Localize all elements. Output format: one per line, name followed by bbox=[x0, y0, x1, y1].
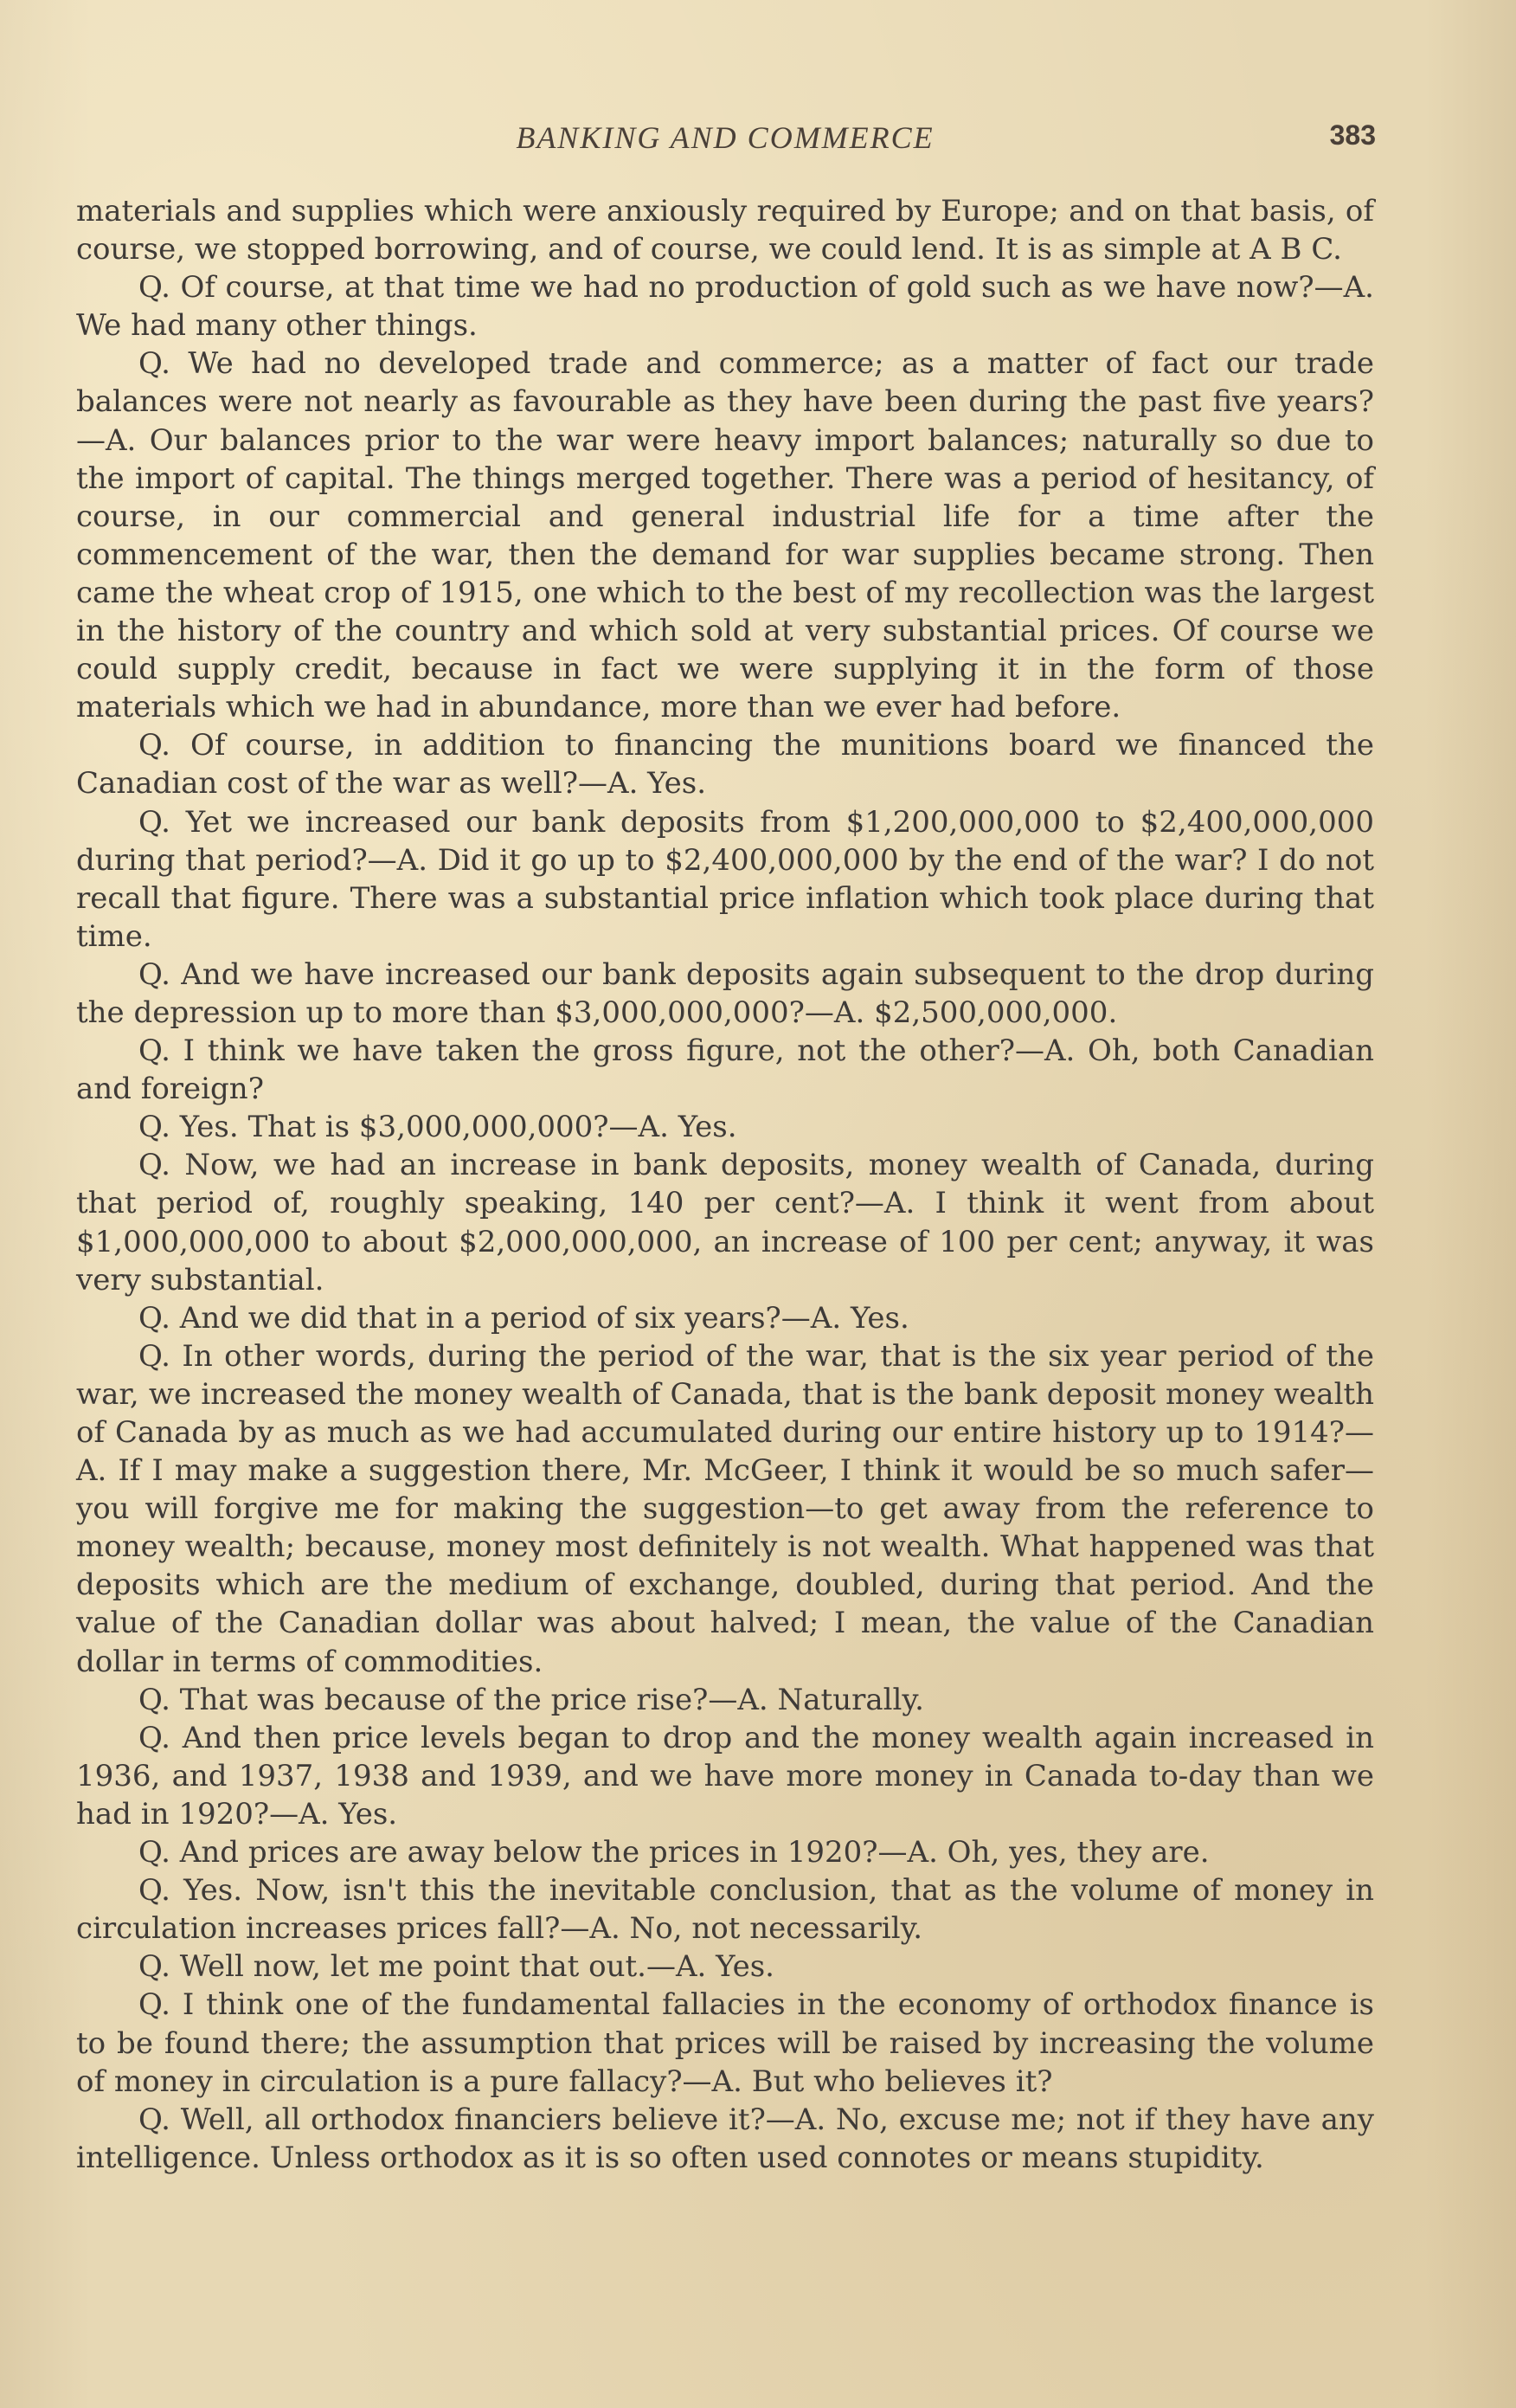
body-text bbox=[76, 192, 1374, 2177]
paragraph: Q. We had no developed trade and commerce; as a matter of fact our trade balances were not nearly as favourable as they have been during the past five years?—A. Our balances prior to the war were heavy import balances; naturally so due to the import of capital. The things merged together. There was a period of hesitancy, of course, in our commercial and general industrial life for a time after the commencement of the war, then the demand for war supplies became strong. Then came the wheat crop of 1915, one which to the best of my recollection was the largest in the history of the country and which sold at very substantial prices. Of course we could supply credit, because in fact we were supplying it in the form of those materials which we had in abundance, more than we ever had before. bbox=[76, 346, 1374, 725]
paragraph: materials and supplies which were anxiously required by Europe; and on that basis, of course, we stopped borrowing, and of course, we could lend. It is as simple at A B C. bbox=[76, 194, 1374, 267]
paragraph: Q. Well, all orthodox financiers believe it?—A. No, excuse me; not if they have any intelligence. Unless orthodox as it is so often used connotes or means stupidity. bbox=[76, 2102, 1374, 2175]
running-head: BANKING AND COMMERCE bbox=[516, 120, 935, 155]
paragraph: Q. I think one of the fundamental fallacies in the economy of orthodox finance is to be found there; the assumption that prices will be raised by increasing the volume of money in circulation is a pure fallacy?—A. But who believes it? bbox=[76, 1987, 1374, 2099]
paragraph: Q. And we did that in a period of six years?—A. Yes. bbox=[138, 1300, 909, 1336]
paragraph: Q. And then price levels began to drop and the money wealth again increased in 1936, and 1937, 1938 and 1939, and we have more money in Canada to-day than we had in 1920?—A. Yes. bbox=[76, 1720, 1374, 1832]
paragraph: Q. Of course, in addition to financing the munitions board we financed the Canadian cost of the war as well?—A. Yes. bbox=[76, 728, 1374, 802]
paragraph: Q. And we have increased our bank deposits again subsequent to the drop during the depression up to more than $3,000,000,000?—A. $2,500,000,000. bbox=[76, 956, 1374, 1030]
paragraph: Q. And prices are away below the prices in 1920?—A. Oh, yes, they are. bbox=[138, 1835, 1210, 1870]
paragraph: Q. That was because of the price rise?—A. Naturally. bbox=[138, 1682, 924, 1717]
paragraph: Q. I think we have taken the gross figure, not the other?—A. Oh, both Canadian and foreign? bbox=[76, 1033, 1374, 1107]
paragraph: Q. Yes. Now, isn't this the inevitable conclusion, that as the volume of money in circulation increases prices fall?—A. No, not necessarily. bbox=[76, 1873, 1374, 1947]
paragraph: Q. Of course, at that time we had no production of gold such as we have now?—A. We had many other things. bbox=[76, 270, 1374, 344]
paragraph: Q. Now, we had an increase in bank deposits, money wealth of Canada, during that period of, roughly speaking, 140 per cent?—A. I think it went from about $1,000,000,000 to about $2,000,000,000, an increase of 100 per cent; anyway, it was very substantial. bbox=[76, 1148, 1374, 1297]
paragraph: Q. In other words, during the period of the war, that is the six year period of the war, we increased the money wealth of Canada, that is the bank deposit money wealth of Canada by as much as we had accumulated during our entire history up to 1914?—A. If I may make a suggestion there, Mr. McGeer, I think it would be so much safer—you will forgive me for making the suggestion—to get away from the reference to money wealth; because, money most definitely is not wealth. What happened was that deposits which are the medium of exchange, doubled, during that period. And the value of the Canadian dollar was about halved; I mean, the value of the Canadian dollar in terms of commodities. bbox=[76, 1338, 1374, 1679]
paragraph: Q. Well now, let me point that out.—A. Yes. bbox=[138, 1949, 774, 1985]
page-header bbox=[76, 119, 1374, 163]
paragraph: Q. Yet we increased our bank deposits from $1,200,000,000 to $2,400,000,000 during that period?—A. Did it go up to $2,400,000,000 by the end of the war? I do not recall that figure. There was a substantial price inflation which took place during that time. bbox=[76, 804, 1374, 954]
page-number: 383 bbox=[1329, 119, 1376, 151]
paragraph: Q. Yes. That is $3,000,000,000?—A. Yes. bbox=[138, 1110, 737, 1145]
